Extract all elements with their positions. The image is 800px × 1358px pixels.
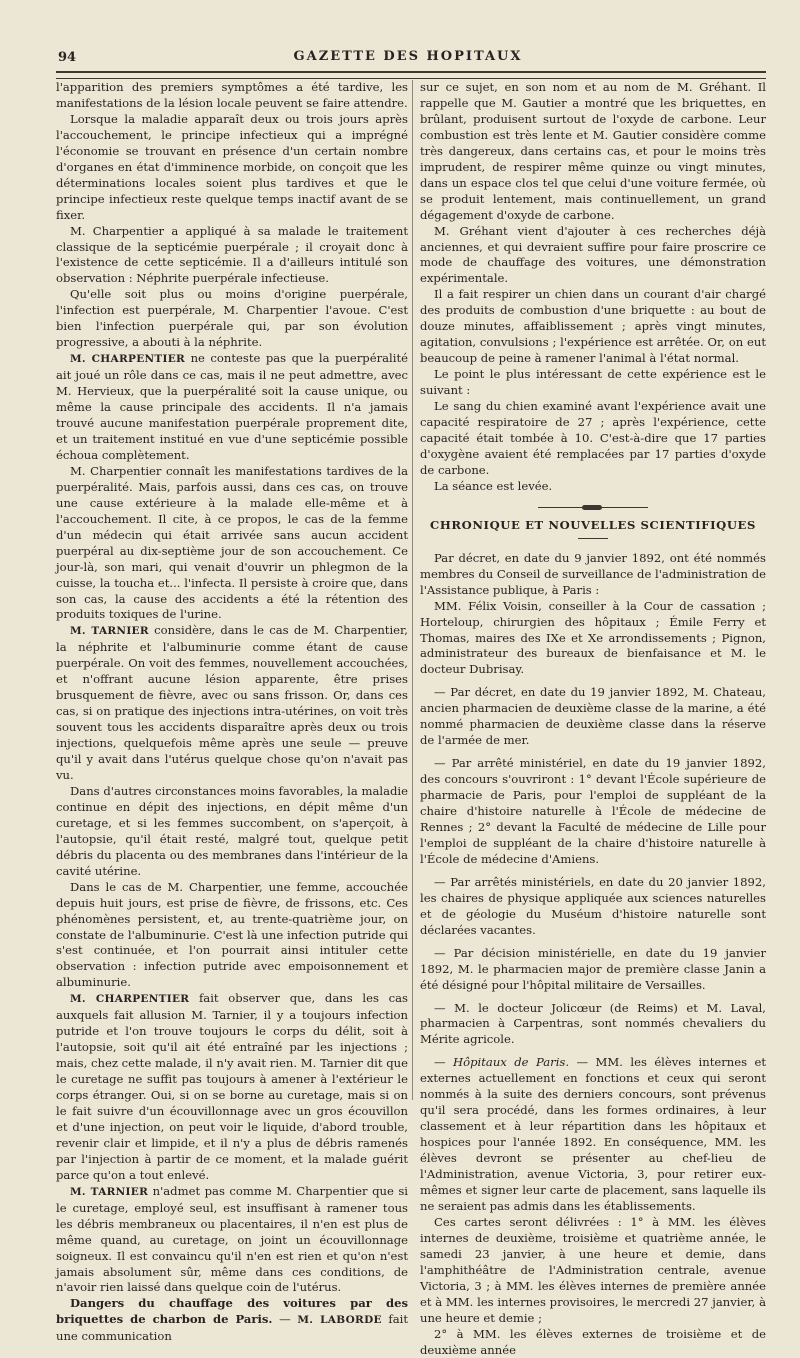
page-header <box>52 44 764 66</box>
section-title: CHRONIQUE ET NOUVELLES SCIENTIFIQUES <box>430 517 756 532</box>
news-item: MM. Félix Voisin, conseiller à la Cour de cassation ; Horteloup, chirurgien des hôpitaux ; Émile Ferry et Thomas, maires des IXe et Xe arrondissements ; Pignon, administrateur des bureaux de bienfaisance et M. le docteur Dubrisay. <box>420 598 766 677</box>
speaker-name: M. CHARPENTIER <box>70 353 186 366</box>
dash: — <box>272 1312 298 1327</box>
paragraph: M. Gréhant vient d'ajouter à ces recherches déjà anciennes, et qui devraient suffire pour faire proscrire ce mode de chauffage des voitures, une démonstration expérimentale. <box>420 223 766 286</box>
page-number: 94 <box>58 50 77 65</box>
paragraph: Lorsque la maladie apparaît deux ou trois jours après l'accouchement, le principe infectieux qui a imprégné l'économie se trouvant en présence d'un certain nombre d'organes en état d'imminence morbide, on conçoit que les déterminations locales soient plus tardives et que le principe infectieux reste quelque temps inactif avant de se fixer. <box>56 111 408 222</box>
paragraph: Il a fait respirer un chien dans un courant d'air chargé des produits de combustion d'une briquette : au bout de douze minutes, affaiblissement ; après vingt minutes, agitation, convulsions ; l'expérience est arrêtée. Or, on eut beaucoup de peine à ramener l'animal à l'état normal. <box>420 287 766 366</box>
speaker-name: M. TARNIER <box>70 1185 149 1198</box>
column-divider <box>412 80 413 1100</box>
news-item: 2° à MM. les élèves externes de troisième et de deuxième année <box>420 1326 766 1357</box>
paragraph: Le sang du chien examiné avant l'expérience avait une capacité respiratoire de 27 ; après l'expérience, cette capacité était tombée à 10. C'est-à-dire que 17 parties d'oxygène avaient été remplacées par 17 parties d'oxyde de carbone. <box>420 399 766 477</box>
speaker-name: M. CHARPENTIER <box>70 993 190 1006</box>
paragraph: M. Charpentier connaît les manifestations tardives de la puerpéralité. Mais, parfois aussi, dans ces cas, on trouve une cause extérieure à la malade elle-même et à l'accouchement. Il cite, à ce propos, le cas de la femme d'un médecin qui était arrivée sans aucun accident puerpéral au dix-septième jour de son accouchement. Ce jour-là, son mari, qui venait d'ouvrir un phlegmon de la cuisse, la toucha et... l'infecta. Il persiste à croire que, dans son cas, la cause des accidents a été la rétention des produits toxiques de l'urine. <box>56 463 408 622</box>
dash: — <box>434 1055 454 1070</box>
journal-title: GAZETTE DES HOPITAUX <box>293 49 523 64</box>
paragraph <box>56 351 408 464</box>
spacer <box>420 1048 766 1055</box>
left-column <box>56 80 408 1345</box>
news-item: — M. le docteur Jolicœur (de Reims) et M. Laval, pharmacien à Carpentras, sont nommés chevaliers du Mérite agricole. <box>420 1000 766 1047</box>
paragraph-text: n'admet pas comme M. Charpentier que si le curetage, employé seul, est insuffisant à ramener tous les débris membraneux ou placentaires, il n'en est plus de même quand, au curetage, on joint un écouvillonnage soigneux. Il est convaincu qu'il n'en est rien et qu'on n'est jamais absolument sûr, même dans ces conditions, de n'avoir rien laissé dans quelque coin de l'utérus. <box>56 1183 408 1295</box>
spacer <box>420 939 766 946</box>
news-item <box>420 1055 766 1215</box>
paragraph: Dans le cas de M. Charpentier, une femme, accouchée depuis huit jours, est prise de fièvre, de frissons, etc. Ces phénomènes persistent, et, au trente-quatrième jour, on constate de l'albuminurie. C'est là une infection putride qui s'est continuée, et l'on pourrait ainsi intituler cette observation : infection putride avec empoisonnement et albuminurie. <box>56 879 408 990</box>
news-item: — Par décret, en date du 19 janvier 1892, M. Chateau, ancien pharmacien de deuxième classe de la marine, a été nommé pharmacien de deuxième classe dans la réserve de l'armée de mer. <box>420 685 766 748</box>
speaker-name: M. TARNIER <box>70 625 149 638</box>
news-heading: Hôpitaux de Paris. <box>453 1055 570 1070</box>
header-rule <box>56 71 766 79</box>
paragraph-text: ne conteste pas que la puerpéralité ait joué un rôle dans ce cas, mais il ne peut admettre, avec M. Hervieux, que la puerpéralité soit la cause unique, ou même la cause principale des accidents. Il n'a jamais trouvé aucune manifestation puerpérale proprement dite, et un traitement institué en vue d'une septicémie possible échoua complètement. <box>56 351 408 462</box>
news-item: — Par décision ministérielle, en date du 19 janvier 1892, M. le pharmacien major de première classe Janin a été désigné pour l'hôpital militaire de Versailles. <box>420 945 766 992</box>
spacer <box>420 678 766 685</box>
paragraph: Le point le plus intéressant de cette expérience est le suivant : <box>420 367 766 398</box>
right-column <box>420 80 766 1358</box>
subsection-heading: Dangers du chauffage des voitures par des briquettes de charbon de Paris. <box>56 1296 408 1327</box>
news-item: Par décret, en date du 9 janvier 1892, ont été nommés membres du Conseil de surveillance de l'administration de l'Assistance publique, à Paris : <box>420 550 766 597</box>
paragraph-text: fait observer que, dans les cas auxquels fait allusion M. Tarnier, il y a toujours infection putride et l'on trouve toujours le corps du délit, soit à l'autopsie, soit qu'il ait été entraîné par les injections ; mais, chez cette malade, il n'y avait rien. M. Tarnier dit que le curetage ne suffit pas toujours à amener à l'extérieur le corps étranger. Oui, si on se borne au curetage, mais si on le fait suivre d'un écouvillonnage avec un gros écouvillon et d'une injection, on peut voir le liquide, d'abord trouble, revenir clair et limpide, et il n'y a plus de débris ramenés par l'injection à partir de ce moment, et la malade guérit parce qu'on a tout enlevé. <box>56 991 408 1182</box>
spacer <box>420 749 766 756</box>
speaker-name: M. LABORDE <box>297 1314 382 1327</box>
paragraph: sur ce sujet, en son nom et au nom de M. Gréhant. Il rappelle que M. Gautier a montré que les briquettes, en brûlant, produisent surtout de l'oxyde de carbone. Leur combustion est très lente et M. Gautier considère comme très dangereux, dans certains cas, et pour le moins très imprudent, de respirer même quinze ou vingt minutes, dans un espace clos tel que celui d'une voiture fermée, où se produit lentement, mais continuellement, un grand dégagement d'oxyde de carbone. <box>420 80 766 222</box>
news-item: — Par arrêté ministériel, en date du 19 janvier 1892, des concours s'ouvriront : 1° devant l'École supérieure de pharmacie de Paris, pour l'emploi de suppléant de la chaire d'histoire naturelle à l'École de médecine de Rennes ; 2° devant la Faculté de médecine de Lille pour l'emploi de suppléant de la chaire d'histoire naturelle à l'École de médecine d'Amiens. <box>420 756 766 866</box>
spacer <box>420 868 766 875</box>
paragraph: Dans d'autres circonstances moins favorables, la maladie continue en dépit des injections, en dépit même d'un curetage, et si les femmes succombent, on s'aperçoit, à l'autopsie, qu'il était resté, malgré tout, quelque petit débris du placenta ou des membranes dans l'intérieur de la cavité utérine. <box>56 783 408 878</box>
paragraph-text: considère, dans le cas de M. Charpentier, la néphrite et l'albuminurie comme étant de cause puerpérale. On voit des femmes, nouvellement accouchées, et n'offrant aucune lésion apparente, être prises brusquement de fièvre, avec ou sans frisson. Or, dans ces cas, si on pratique des injections intra-utérines, on voit très souvent tous les accidents disparaître après deux ou trois injections, quelquefois même après une seule — preuve qu'il y avait dans l'utérus quelque chose qu'on n'avait pas vu. <box>56 623 408 782</box>
paragraph: Qu'elle soit plus ou moins d'origine puerpérale, l'infection est puerpérale, M. Charpentier l'avoue. C'est bien l'infection puerpérale qui, par son évolution progressive, a abouti à la néphrite. <box>56 287 408 350</box>
paragraph-text: — MM. les élèves internes et externes actuellement en fonctions et ceux qui seront nommés à la suite des derniers concours, sont prévenus qu'il sera procédé, dans les formes ordinaires, à leur classement et à leur répartition dans les hôpitaux et hospices pour l'année 1892. En conséquence, MM. les élèves devront se présenter au chef-lieu de l'Administration, avenue Victoria, 3, pour retirer eux-mêmes et signer leur carte de placement, sans laquelle ils ne seraient pas admis dans les établissements. <box>420 1055 767 1213</box>
paragraph: La séance est levée. <box>434 478 553 493</box>
spacer <box>420 994 766 1001</box>
news-item: Ces cartes seront délivrées : 1° à MM. les élèves internes de deuxième, troisième et quatrième année, le samedi 23 janvier, à une heure et demie, dans l'amphithéâtre de l'Administration centrale, avenue Victoria, 3 ; à MM. les élèves internes de première année et à MM. les internes provisoires, le mercredi 27 janvier, à une heure et demie ; <box>420 1214 766 1325</box>
paragraph: M. Charpentier a appliqué à sa malade le traitement classique de la septicémie puerpérale ; il croyait donc à l'existence de cette septicémie. Il a d'ailleurs intitulé son observation : Néphrite puerpérale infectieuse. <box>56 223 408 286</box>
paragraph-text: fait une communication <box>56 1312 408 1344</box>
paragraph <box>56 623 408 784</box>
section-separator <box>538 507 648 508</box>
paragraph: l'apparition des premiers symptômes a été tardive, les manifestations de la lésion locale peuvent se faire attendre. <box>56 80 408 110</box>
paragraph <box>56 991 408 1183</box>
news-item: — Par arrêtés ministériels, en date du 20 janvier 1892, les chaires de physique appliquée aux sciences naturelles et de géologie du Muséum d'histoire naturelle sont déclarées vacantes. <box>420 874 766 937</box>
paragraph <box>56 1184 408 1297</box>
section-title-rule <box>578 538 608 539</box>
paragraph <box>56 1296 408 1345</box>
